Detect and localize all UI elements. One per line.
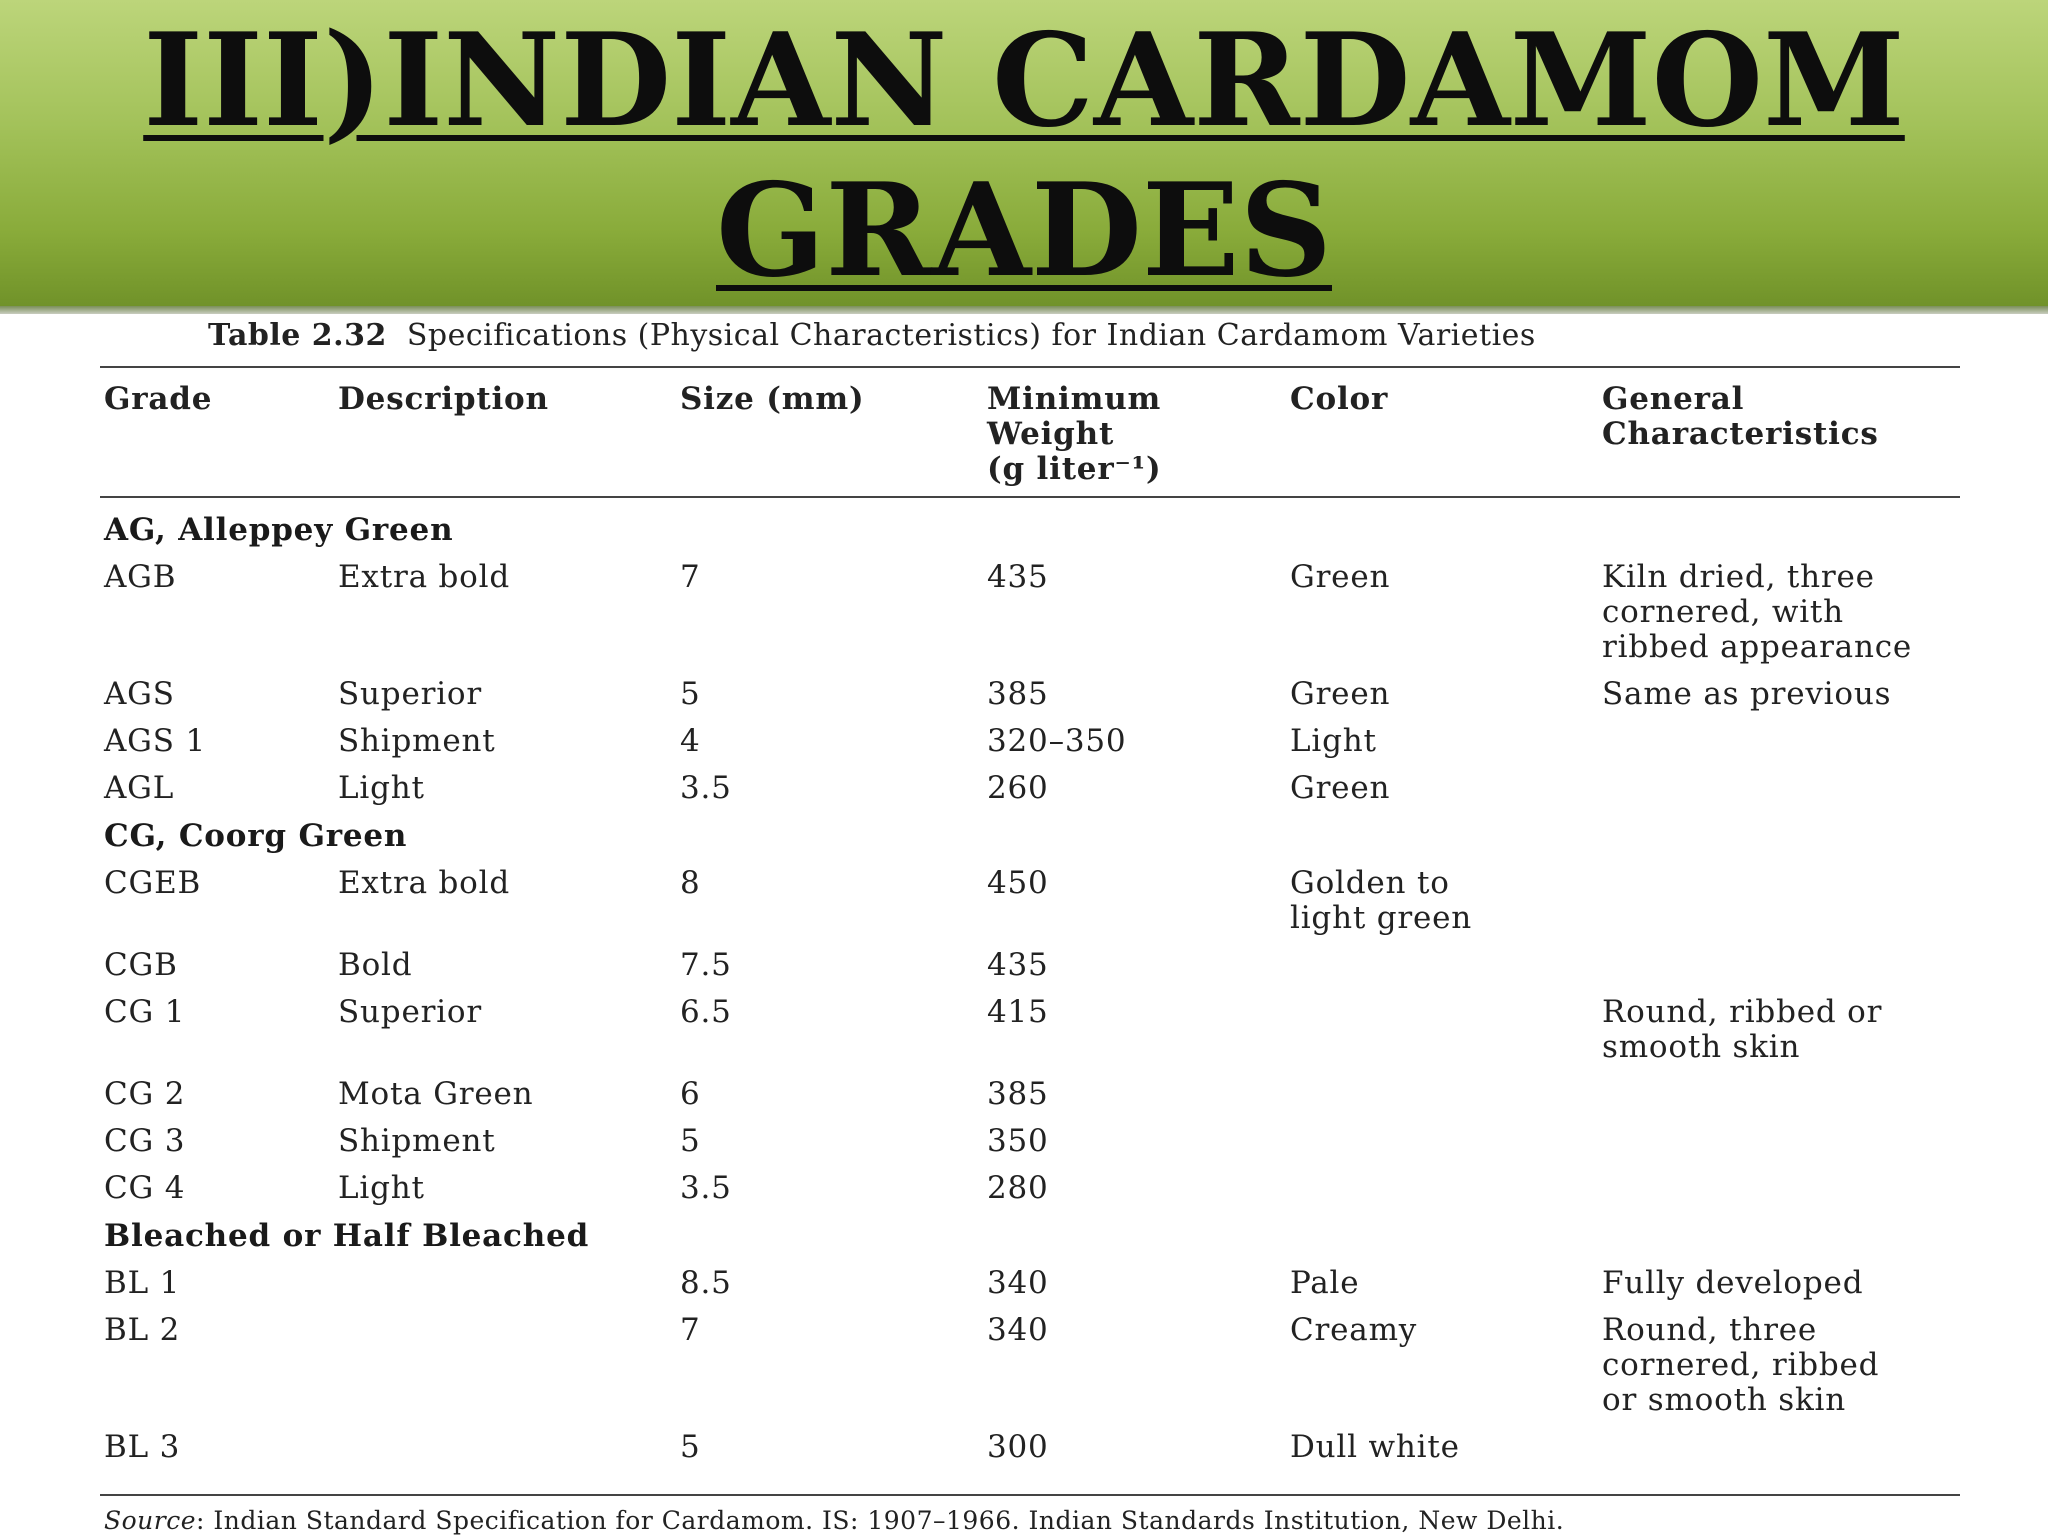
- cell-grade: AGS: [104, 676, 175, 712]
- cell-description: Superior: [338, 994, 483, 1030]
- cell-characteristics: Round, ribbed or smooth skin: [1602, 994, 1883, 1065]
- header-grade: Grade: [104, 381, 213, 417]
- cell-grade: BL 3: [104, 1429, 181, 1465]
- header-general-characteristics: General Characteristics: [1602, 381, 1879, 452]
- cell-minimum-weight: 300: [987, 1429, 1049, 1465]
- table-caption-number: Table 2.32: [208, 318, 387, 353]
- cell-minimum-weight: 385: [987, 1076, 1049, 1112]
- group-heading: CG, Coorg Green: [104, 818, 408, 854]
- cell-minimum-weight: 280: [987, 1170, 1049, 1206]
- table-header-rule: [100, 496, 1960, 498]
- group-heading: AG, Alleppey Green: [104, 512, 454, 548]
- cell-description: Shipment: [338, 1123, 496, 1159]
- cell-grade: CG 3: [104, 1123, 186, 1159]
- cell-color: Creamy: [1290, 1312, 1418, 1348]
- cell-size: 6.5: [680, 994, 732, 1030]
- cell-description: Light: [338, 770, 425, 806]
- cell-minimum-weight: 415: [987, 994, 1049, 1030]
- cell-grade: CG 2: [104, 1076, 186, 1112]
- cell-characteristics: Round, three cornered, ribbed or smooth skin: [1602, 1312, 1880, 1418]
- cell-grade: CG 1: [104, 994, 186, 1030]
- cell-grade: BL 2: [104, 1312, 181, 1348]
- cell-size: 3.5: [680, 770, 732, 806]
- cell-description: Mota Green: [338, 1076, 534, 1112]
- cell-grade: AGL: [104, 770, 175, 806]
- cell-color: Pale: [1290, 1265, 1360, 1301]
- cell-grade: CG 4: [104, 1170, 186, 1206]
- cell-description: Extra bold: [338, 865, 510, 901]
- table-top-rule: [100, 366, 1960, 368]
- cell-size: 7: [680, 1312, 701, 1348]
- cell-size: 8.5: [680, 1265, 732, 1301]
- cell-minimum-weight: 340: [987, 1312, 1049, 1348]
- source-label: Source: [104, 1506, 197, 1535]
- slide-title: [0, 6, 2048, 306]
- cell-size: 6: [680, 1076, 701, 1112]
- cell-description: Shipment: [338, 723, 496, 759]
- cell-size: 4: [680, 723, 701, 759]
- banner-divider: [0, 306, 2048, 314]
- cell-size: 7.5: [680, 947, 732, 983]
- header-size: Size (mm): [680, 381, 865, 417]
- cell-characteristics: Kiln dried, three cornered, with ribbed appearance: [1602, 559, 1913, 665]
- header-color: Color: [1290, 381, 1389, 417]
- cell-minimum-weight: 350: [987, 1123, 1049, 1159]
- header-minimum-weight: Minimum Weight (g liter⁻¹): [987, 381, 1162, 487]
- cell-characteristics: Same as previous: [1602, 676, 1892, 712]
- cell-size: 5: [680, 1123, 701, 1159]
- cell-color: Golden to light green: [1290, 865, 1473, 936]
- slide-title-line-2: GRADES: [716, 156, 1332, 306]
- cell-size: 5: [680, 676, 701, 712]
- cell-minimum-weight: 450: [987, 865, 1049, 901]
- cell-color: Green: [1290, 770, 1391, 806]
- cell-grade: CGB: [104, 947, 178, 983]
- cell-size: 3.5: [680, 1170, 732, 1206]
- cell-color: Green: [1290, 676, 1391, 712]
- cell-color: Light: [1290, 723, 1377, 759]
- table-caption-text: Specifications (Physical Characteristics) for Indian Cardamom Varieties: [406, 318, 1536, 353]
- cell-characteristics: Fully developed: [1602, 1265, 1864, 1301]
- cell-minimum-weight: 435: [987, 947, 1049, 983]
- cell-minimum-weight: 340: [987, 1265, 1049, 1301]
- table-source: [104, 1506, 1564, 1535]
- table-caption: [208, 318, 1536, 353]
- cell-color: Dull white: [1290, 1429, 1460, 1465]
- cell-description: Superior: [338, 676, 483, 712]
- group-heading: Bleached or Half Bleached: [104, 1218, 590, 1254]
- cell-description: Bold: [338, 947, 413, 983]
- cell-color: Green: [1290, 559, 1391, 595]
- cell-minimum-weight: 260: [987, 770, 1049, 806]
- table-bottom-rule: [100, 1494, 1960, 1496]
- cell-grade: BL 1: [104, 1265, 181, 1301]
- cell-size: 8: [680, 865, 701, 901]
- cell-minimum-weight: 385: [987, 676, 1049, 712]
- cell-grade: CGEB: [104, 865, 202, 901]
- cell-description: Light: [338, 1170, 425, 1206]
- slide-title-line-1: III)INDIAN CARDAMOM: [143, 6, 1905, 156]
- header-description: Description: [338, 381, 549, 417]
- cell-size: 5: [680, 1429, 701, 1465]
- source-text: : Indian Standard Specification for Cardamom. IS: 1907–1966. Indian Standards Institution, New Delhi.: [196, 1506, 1565, 1535]
- cell-minimum-weight: 435: [987, 559, 1049, 595]
- cell-minimum-weight: 320–350: [987, 723, 1127, 759]
- cell-description: Extra bold: [338, 559, 510, 595]
- cell-grade: AGS 1: [104, 723, 206, 759]
- cell-size: 7: [680, 559, 701, 595]
- cell-grade: AGB: [104, 559, 177, 595]
